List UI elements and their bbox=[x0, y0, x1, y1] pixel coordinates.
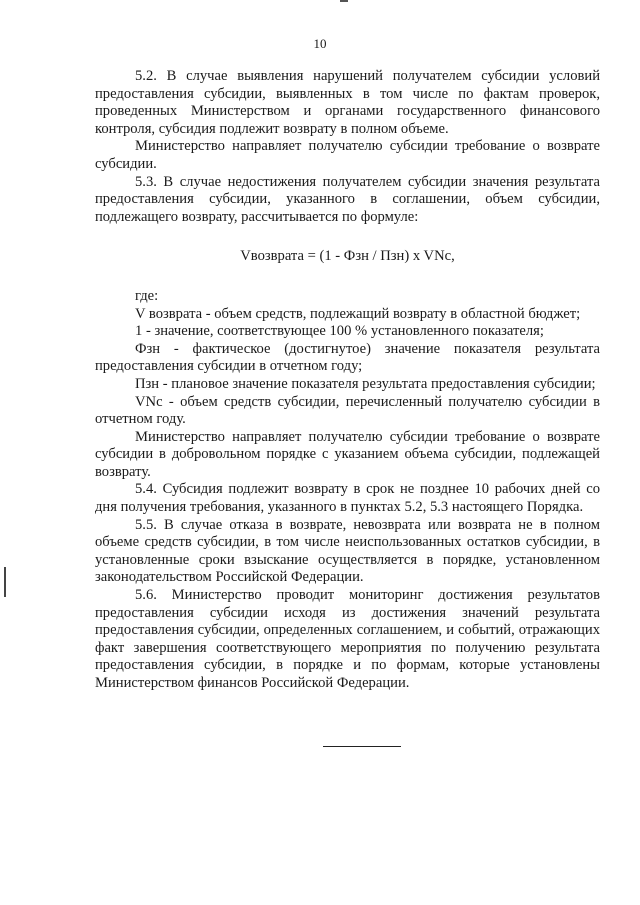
left-margin-mark bbox=[4, 567, 6, 597]
definition-vnc: VNc - объем средств субсидии, перечисленный получателю субсидии в отчетном году. bbox=[95, 393, 600, 428]
paragraph-5-2: 5.2. В случае выявления нарушений получателем субсидии условий предоставления субсидии, выявленных в том числе по фактам проверок, проведенных Министерством и органами государственного финансового контроля, субсидия подлежит возврату в полном объеме. bbox=[95, 68, 600, 137]
paragraph-5-4: 5.4. Субсидия подлежит возврату в срок не позднее 10 рабочих дней со дня получения требования, указанного в пунктах 5.2, 5.3 настоящего Порядка. bbox=[95, 481, 600, 516]
paragraph-5-6: 5.6. Министерство проводит мониторинг достижения результатов предоставления субсидии исходя из достижения значений результата предоставления субсидии, определенных соглашением, и событий, отражающих факт завершения соответствующего мероприятия по получению результата предоставления субсидии, в порядке и по формам, которые установлены Министерством финансов Российской Федерации. bbox=[95, 587, 600, 691]
formula-where-label: где: bbox=[135, 287, 159, 304]
paragraph-5-5: 5.5. В случае отказа в возврате, невозврата или возврата не в полном объеме средств субсидии, в том числе неиспользованных остатков субсидии, в установленные сроки взыскание осуществляется в порядке, установленном законодательством Российской Федерации. bbox=[95, 516, 600, 586]
definition-v-refund: V возврата - объем средств, подлежащий возврату в областной бюджет; bbox=[135, 305, 581, 322]
paragraph-voluntary-refund: Министерство направляет получателю субсидии требование о возврате субсидии в добровольном порядке с указанием объема субсидии, подлежащей возврату. bbox=[95, 428, 600, 480]
definition-one: 1 - значение, соответствующее 100 % установленного показателя; bbox=[135, 323, 544, 340]
refund-formula: Vвозврата = (1 - Фзн / Пзн) x VNc, bbox=[240, 248, 455, 265]
definition-fzn: Фзн - фактическое (достигнутое) значение показателя результата предоставления субсидии в отчетном году; bbox=[95, 340, 600, 375]
end-separator-line bbox=[323, 746, 401, 747]
top-edge-mark bbox=[340, 0, 348, 2]
document-body bbox=[95, 68, 600, 693]
page-number: 10 bbox=[313, 36, 327, 51]
paragraph-5-3: 5.3. В случае недостижения получателем субсидии значения результата предоставления субсидии, указанного в соглашении, объем субсидии, подлежащего возврату, рассчитывается по формуле: bbox=[95, 173, 600, 225]
definition-pzn: Пзн - плановое значение показателя результата предоставления субсидии; bbox=[135, 375, 596, 392]
paragraph-5-2-requirement: Министерство направляет получателю субсидии требование о возврате субсидии. bbox=[95, 138, 600, 172]
